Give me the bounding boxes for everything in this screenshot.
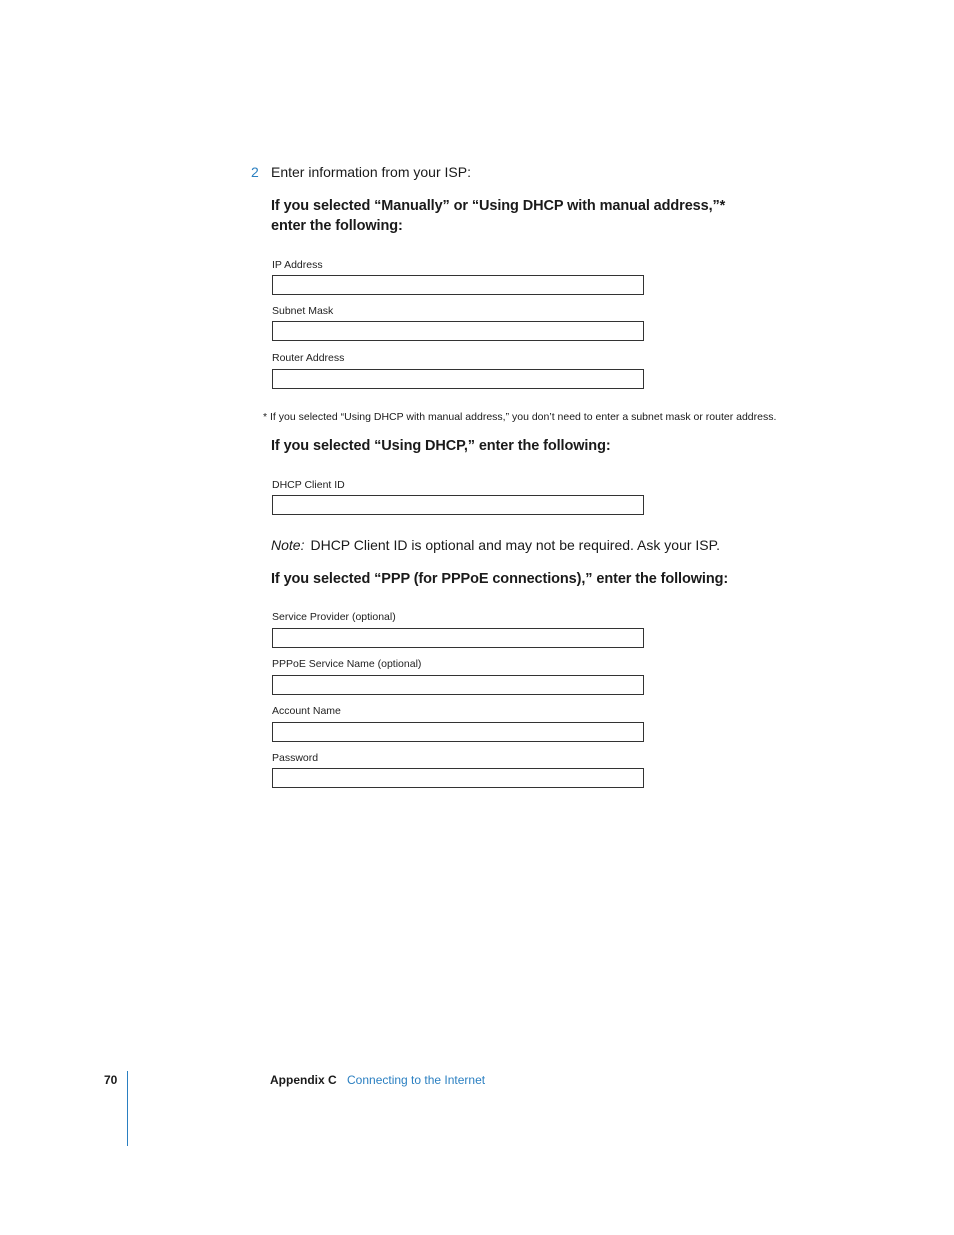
section-dhcp-heading: If you selected “Using DHCP,” enter the following: <box>271 438 611 454</box>
router-address-field[interactable] <box>272 369 644 389</box>
dhcp-client-id-label: DHCP Client ID <box>272 479 345 491</box>
step-number: 2 <box>251 164 259 180</box>
pppoe-service-name-field[interactable] <box>272 675 644 695</box>
page-number: 70 <box>104 1073 118 1087</box>
service-provider-field[interactable] <box>272 628 644 648</box>
footer-chapter-title: Connecting to the Internet <box>347 1073 486 1087</box>
section-manual-heading-line1: If you selected “Manually” or “Using DHCP with manual address,”* <box>271 198 726 214</box>
ip-address-label: IP Address <box>272 259 323 271</box>
service-provider-label: Service Provider (optional) <box>272 611 396 623</box>
note-label: Note: <box>271 537 305 553</box>
footer-appendix: Appendix C <box>270 1073 337 1087</box>
account-name-field[interactable] <box>272 722 644 742</box>
password-field[interactable] <box>272 768 644 788</box>
section-manual-heading <box>271 196 725 236</box>
ip-address-field[interactable] <box>272 275 644 295</box>
section-manual-heading-line2: enter the following: <box>271 218 403 234</box>
router-address-label: Router Address <box>272 352 345 364</box>
note-text: DHCP Client ID is optional and may not be required. Ask your ISP. <box>310 537 721 553</box>
pppoe-service-name-label: PPPoE Service Name (optional) <box>272 658 422 670</box>
subnet-mask-field[interactable] <box>272 321 644 341</box>
account-name-label: Account Name <box>272 705 341 717</box>
subnet-mask-label: Subnet Mask <box>272 305 334 317</box>
footer-rule <box>127 1071 128 1146</box>
footnote: * If you selected “Using DHCP with manual address,” you don’t need to enter a subnet mask or router address. <box>263 411 777 423</box>
password-label: Password <box>272 752 319 764</box>
dhcp-client-id-field[interactable] <box>272 495 644 515</box>
step-text: Enter information from your ISP: <box>271 164 471 180</box>
section-ppp-heading: If you selected “PPP (for PPPoE connections),” enter the following: <box>271 571 729 587</box>
note <box>271 537 720 553</box>
